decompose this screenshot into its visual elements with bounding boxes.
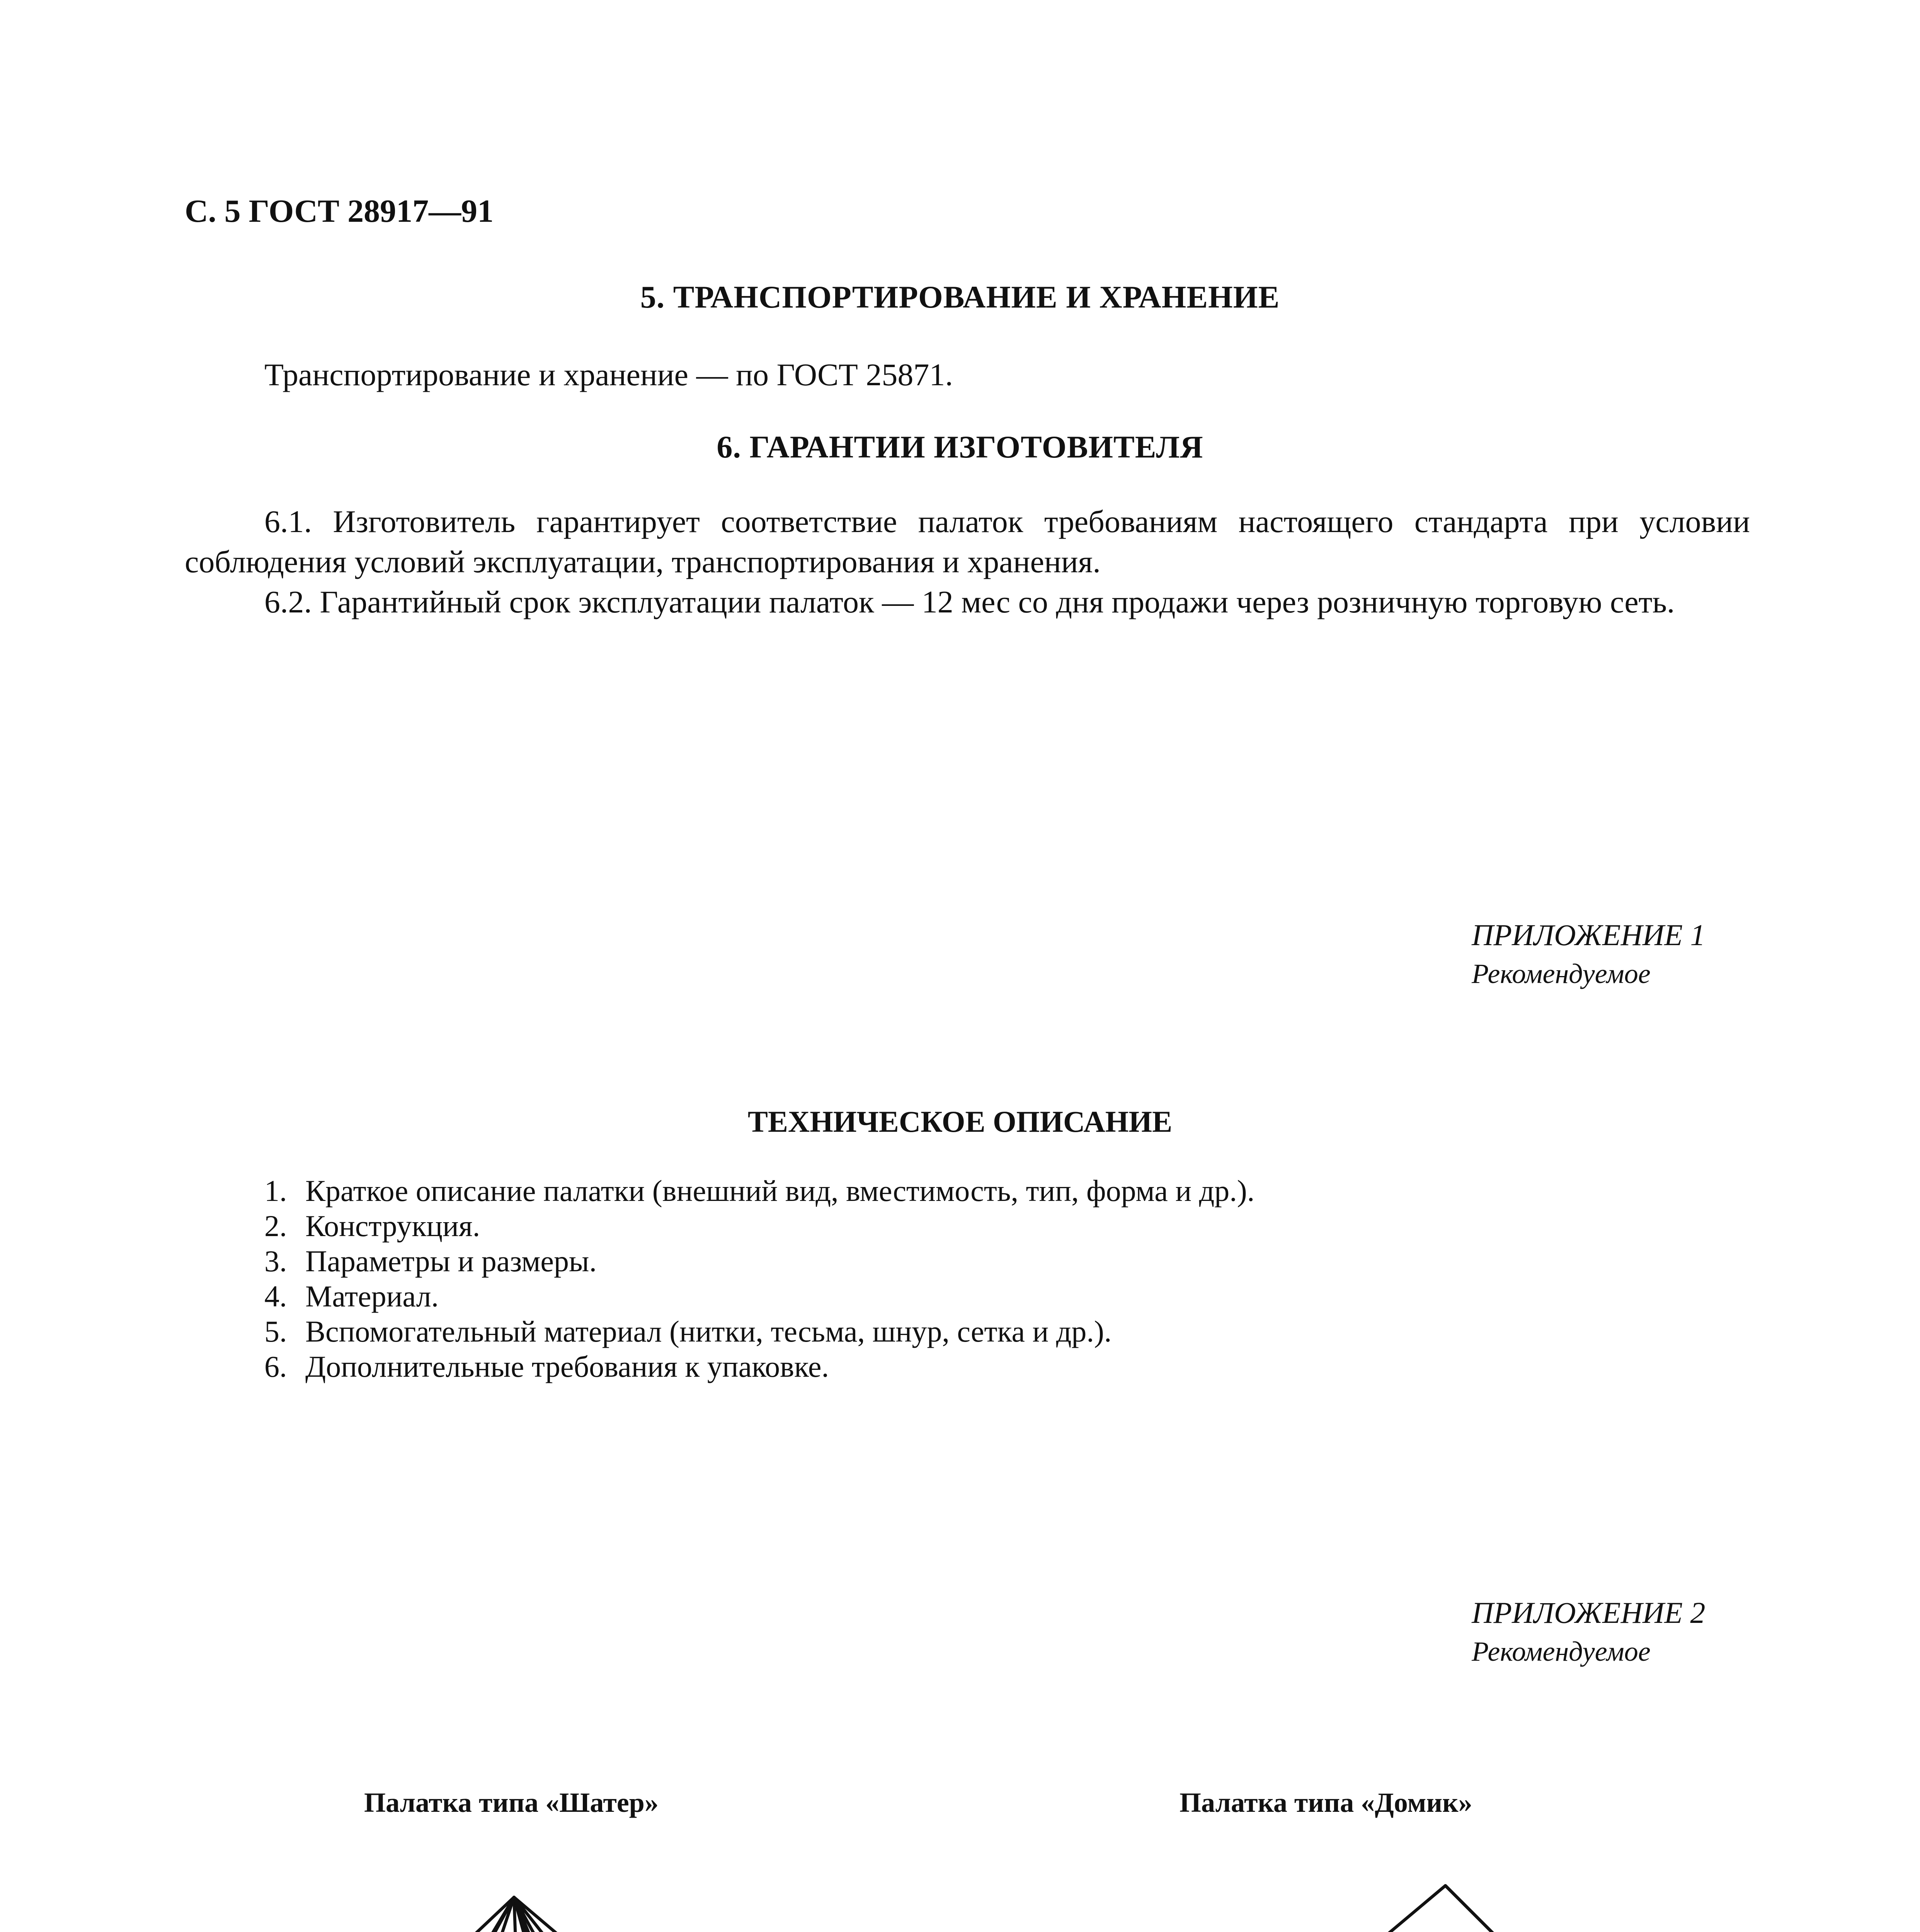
appendix-2-label: ПРИЛОЖЕНИЕ 2: [1472, 1596, 1706, 1629]
section-5-text: Транспортирование и хранение — по ГОСТ 25871.: [264, 357, 953, 392]
domik-roof: [1036, 1886, 1627, 1932]
list-item: 1. Краткое описание палатки (внешний вид, вместимость, тип, форма и др.).: [264, 1174, 1255, 1208]
section-5-title: 5. ТРАНСПОРТИРОВАНИЕ И ХРАНЕНИЕ: [640, 279, 1280, 315]
list-item: 4. Материал.: [264, 1279, 439, 1313]
domik-rear-edge: [1461, 1901, 1639, 1932]
figure-shater-caption: Палатка типа «Шатер»: [364, 1787, 659, 1818]
page-header: С. 5 ГОСТ 28917—91: [185, 193, 494, 229]
appendix-1-status: Рекомендуемое: [1472, 958, 1651, 989]
list-item: 3. Параметры и размеры.: [264, 1244, 597, 1278]
list-item: 6. Дополнительные требования к упаковке.: [264, 1350, 829, 1383]
figure-domik-caption: Палатка типа «Домик»: [1180, 1787, 1472, 1818]
list-item: 5. Вспомогательный материал (нитки, тесьма, шнур, сетка и др.).: [264, 1315, 1112, 1348]
list-item: 2. Конструкция.: [264, 1209, 480, 1243]
domik-rear-ridge-edge: [1445, 1886, 1627, 1932]
section-6-paragraph-2: 6.2. Гарантийный срок эксплуатации палаток — 12 мес со дня продажи через розничную торговую сеть.: [264, 584, 1675, 619]
appendix-2-status: Рекомендуемое: [1472, 1636, 1651, 1667]
section-6-title: 6. ГАРАНТИИ ИЗГОТОВИТЕЛЯ: [717, 429, 1203, 464]
appendix-1-label: ПРИЛОЖЕНИЕ 1: [1472, 918, 1706, 952]
section-6-paragraph-1: 6.1. Изготовитель гарантирует соответствие палаток требованиям настоящего стандарта при условии соблюдения условий эксплуатации, транспортирования и хранения.: [185, 504, 1750, 579]
appendix-1-title: ТЕХНИЧЕСКОЕ ОПИСАНИЕ: [747, 1105, 1173, 1138]
